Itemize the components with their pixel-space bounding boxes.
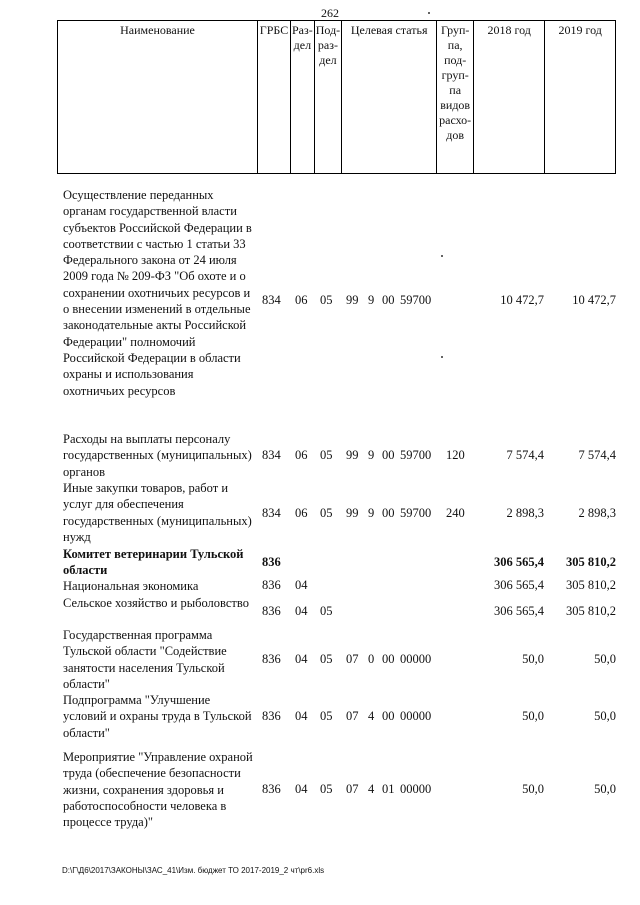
- row-value-2018: 50,0: [522, 709, 544, 723]
- header-podrazdel: Под-раз-дел: [314, 21, 341, 174]
- row-grbs: 834: [262, 293, 281, 307]
- scan-speck: [441, 255, 443, 257]
- row-grbs: 836: [262, 709, 281, 723]
- row-razdel: 04: [295, 709, 308, 723]
- header-2019: 2019 год: [545, 21, 616, 174]
- row-razdel: 06: [295, 448, 308, 462]
- row-cs1: 99: [346, 293, 359, 307]
- row-vr: 240: [446, 506, 465, 520]
- row-cs1: 07: [346, 782, 359, 796]
- row-cs4: 00000: [400, 782, 432, 796]
- row-razdel: 06: [295, 293, 308, 307]
- row-cs2: 9: [368, 506, 375, 520]
- row-cs4: 59700: [400, 293, 432, 307]
- row-razdel: 06: [295, 506, 308, 520]
- row-cs2: 4: [368, 782, 375, 796]
- row-name: Подпрограмма "Улучшение условий и охраны труда в Тульской области": [63, 693, 252, 740]
- row-name: Государственная программа Тульской области "Содействие занятости населения Тульской области": [63, 628, 227, 691]
- row-value-2018: 2 898,3: [506, 506, 544, 520]
- row-grbs: 836: [262, 555, 281, 569]
- row-value-2019: 10 472,7: [572, 293, 616, 307]
- header-expense-group: Груп-па, под-груп-па видов расхо-дов: [437, 21, 474, 174]
- row-name: Мероприятие "Управление охраной труда (обеспечение безопасности жизни, сохранения здоровья и работоспособности человека в процессе труда)": [63, 750, 253, 830]
- row-value-2019: 50,0: [594, 782, 616, 796]
- row-grbs: 834: [262, 506, 281, 520]
- row-podrazdel: 05: [320, 293, 333, 307]
- row-value-2019: 50,0: [594, 709, 616, 723]
- row-razdel: 04: [295, 578, 308, 592]
- row-value-2019: 305 810,2: [566, 604, 616, 618]
- row-razdel: 04: [295, 652, 308, 666]
- row-podrazdel: 05: [320, 782, 333, 796]
- row-cs4: 00000: [400, 709, 432, 723]
- row-value-2018: 306 565,4: [494, 578, 544, 592]
- row-cs3: 00: [382, 506, 395, 520]
- row-cs2: 9: [368, 293, 375, 307]
- row-cs4: 59700: [400, 448, 432, 462]
- row-cs3: 00: [382, 709, 395, 723]
- row-name: Осуществление переданных органам государственной власти субъектов Российской Федерации в соответствии с частью 1 статьи 33 Федерального закона от 24 июля 2009 года № 209-ФЗ "Об охоте и о сохранении охотничьих ресурсов и о внесении изменений в отдельные законодательные акты Российской Федерации" полномочий Российской Федерации в области охраны и использования охотничьих ресурсов: [63, 188, 252, 398]
- row-name: Иные закупки товаров, работ и услуг для обеспечения государственных (муниципальных) нужд: [63, 481, 252, 544]
- row-grbs: 836: [262, 604, 281, 618]
- row-name: Сельское хозяйство и рыболовство: [63, 596, 249, 610]
- row-value-2018: 7 574,4: [506, 448, 544, 462]
- header-2018: 2018 год: [474, 21, 545, 174]
- row-podrazdel: 05: [320, 652, 333, 666]
- row-vr: 120: [446, 448, 465, 462]
- row-razdel: 04: [295, 782, 308, 796]
- row-cs4: 00000: [400, 652, 432, 666]
- row-value-2018: 306 565,4: [494, 604, 544, 618]
- row-cs1: 07: [346, 652, 359, 666]
- row-value-2019: 7 574,4: [578, 448, 616, 462]
- row-cs4: 59700: [400, 506, 432, 520]
- row-cs3: 00: [382, 448, 395, 462]
- row-cs1: 99: [346, 448, 359, 462]
- row-podrazdel: 05: [320, 604, 333, 618]
- row-value-2018: 306 565,4: [494, 555, 544, 569]
- row-cs3: 00: [382, 293, 395, 307]
- row-podrazdel: 05: [320, 709, 333, 723]
- row-cs2: 0: [368, 652, 375, 666]
- scan-speck: [428, 12, 430, 14]
- row-cs1: 07: [346, 709, 359, 723]
- row-razdel: 04: [295, 604, 308, 618]
- row-value-2019: 2 898,3: [578, 506, 616, 520]
- row-name: Комитет ветеринарии Тульской области: [63, 547, 244, 578]
- row-value-2018: 50,0: [522, 782, 544, 796]
- row-value-2019: 305 810,2: [566, 555, 616, 569]
- row-grbs: 836: [262, 782, 281, 796]
- row-grbs: 834: [262, 448, 281, 462]
- table-header: [57, 20, 616, 174]
- row-value-2019: 50,0: [594, 652, 616, 666]
- row-name: Национальная экономика: [63, 579, 199, 593]
- row-cs3: 01: [382, 782, 395, 796]
- row-grbs: 836: [262, 578, 281, 592]
- header-target-article: Целевая статья: [342, 21, 437, 174]
- row-value-2018: 50,0: [522, 652, 544, 666]
- row-value-2019: 305 810,2: [566, 578, 616, 592]
- footer-file-path: D:\Г\Д6\2017\ЗАКОНЫ\ЗАС_41\Изм. бюджет ТО 2017-2019_2 чт\pr6.xls: [62, 866, 325, 875]
- row-grbs: 836: [262, 652, 281, 666]
- row-cs2: 9: [368, 448, 375, 462]
- page-number: 262: [321, 6, 339, 20]
- row-cs3: 00: [382, 652, 395, 666]
- scan-speck: [441, 356, 443, 358]
- row-cs2: 4: [368, 709, 375, 723]
- header-name: Наименование: [58, 21, 258, 174]
- row-value-2018: 10 472,7: [500, 293, 544, 307]
- row-podrazdel: 05: [320, 448, 333, 462]
- header-grbs: ГРБС: [258, 21, 291, 174]
- row-name: Расходы на выплаты персоналу государственных (муниципальных) органов: [63, 432, 252, 479]
- header-razdel: Раз-дел: [291, 21, 315, 174]
- row-cs1: 99: [346, 506, 359, 520]
- row-podrazdel: 05: [320, 506, 333, 520]
